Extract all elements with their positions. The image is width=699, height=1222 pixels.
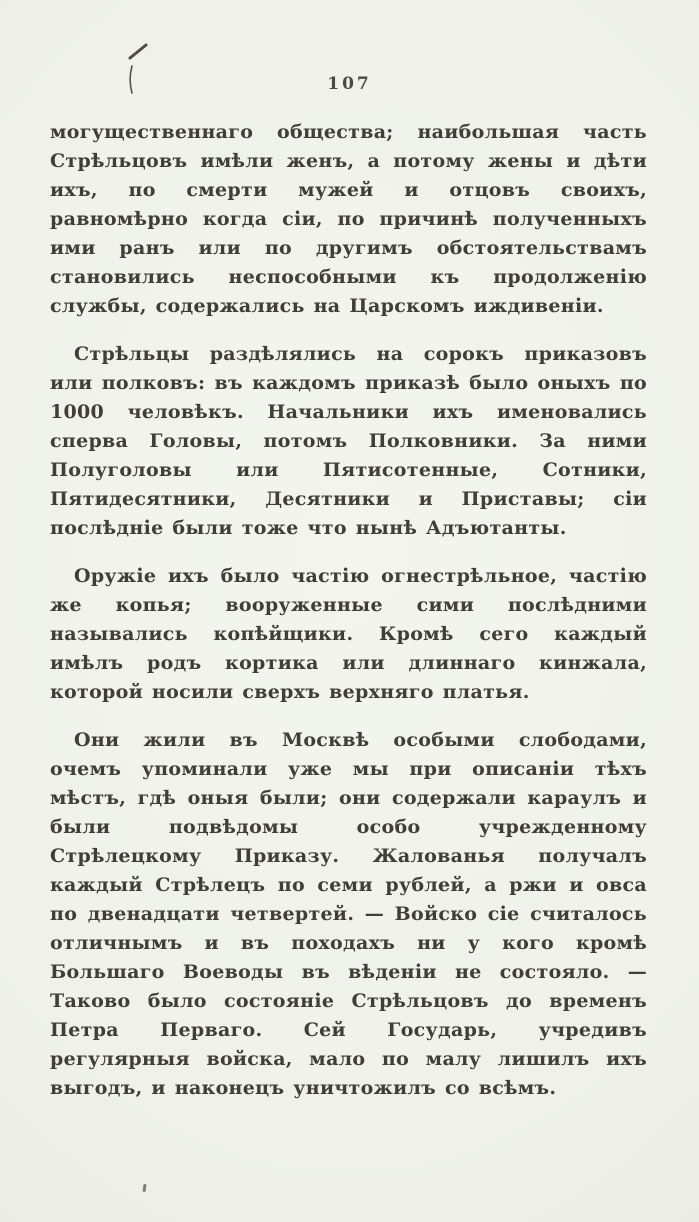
paragraph: Стрѣльцы раздѣлялись на сорокъ приказовъ или полковъ: въ каждомъ приказѣ было оныхъ по 1000 человѣкъ. Начальники ихъ именовались сперва Головы, потомъ Полковники. За ними Полуголовы или Пятисотенные, Сотники, Пятидесятники, Десятники и Приставы; сіи послѣдніе были тоже что нынѣ Адъютанты.: [50, 343, 647, 539]
paragraph: могущественнаго общества; наибольшая часть Стрѣльцовъ имѣли женъ, а потому жены и дѣти ихъ, по смерти мужей и отцовъ своихъ, равномѣрно когда сіи, по причинѣ полученныхъ ими ранъ или по другимъ обстоятельствамъ становились неспособными къ продолженію службы, содержались на Царскомъ иждивеніи.: [50, 121, 647, 317]
paragraph: Оружіе ихъ было частію огнестрѣльное, частію же копья; вооруженные сими послѣдними назывались копѣйщики. Кромѣ сего каждый имѣлъ родъ кортика или длиннаго кинжала, которой носили сверхъ верхняго платья.: [50, 565, 647, 703]
text-block: [50, 118, 647, 1122]
paragraph: Они жили въ Москвѣ особыми слободами, очемъ упоминали уже мы при описаніи тѣхъ мѣстъ, гдѣ оныя были; они содержали караулъ и были подвѣдомы особо учрежденному Стрѣлецкому Приказу. Жалованья получалъ каждый Стрѣлецъ по семи рублей, а ржи и овса по двенадцати четвертей. — Войско сіе считалось отличнымъ и въ походахъ ни у кого кромѣ Большаго Воеводы въ вѣденіи не состояло. — Таково было состояніе Стрѣльцовъ до временъ Петра Перваго. Сей Государь, учредивъ регулярныя войска, мало по малу лишилъ ихъ выгодъ, и наконецъ уничтожилъ со всѣмъ.: [50, 729, 647, 1099]
ink-speck: [142, 1184, 146, 1192]
page-number: 107: [327, 74, 372, 94]
